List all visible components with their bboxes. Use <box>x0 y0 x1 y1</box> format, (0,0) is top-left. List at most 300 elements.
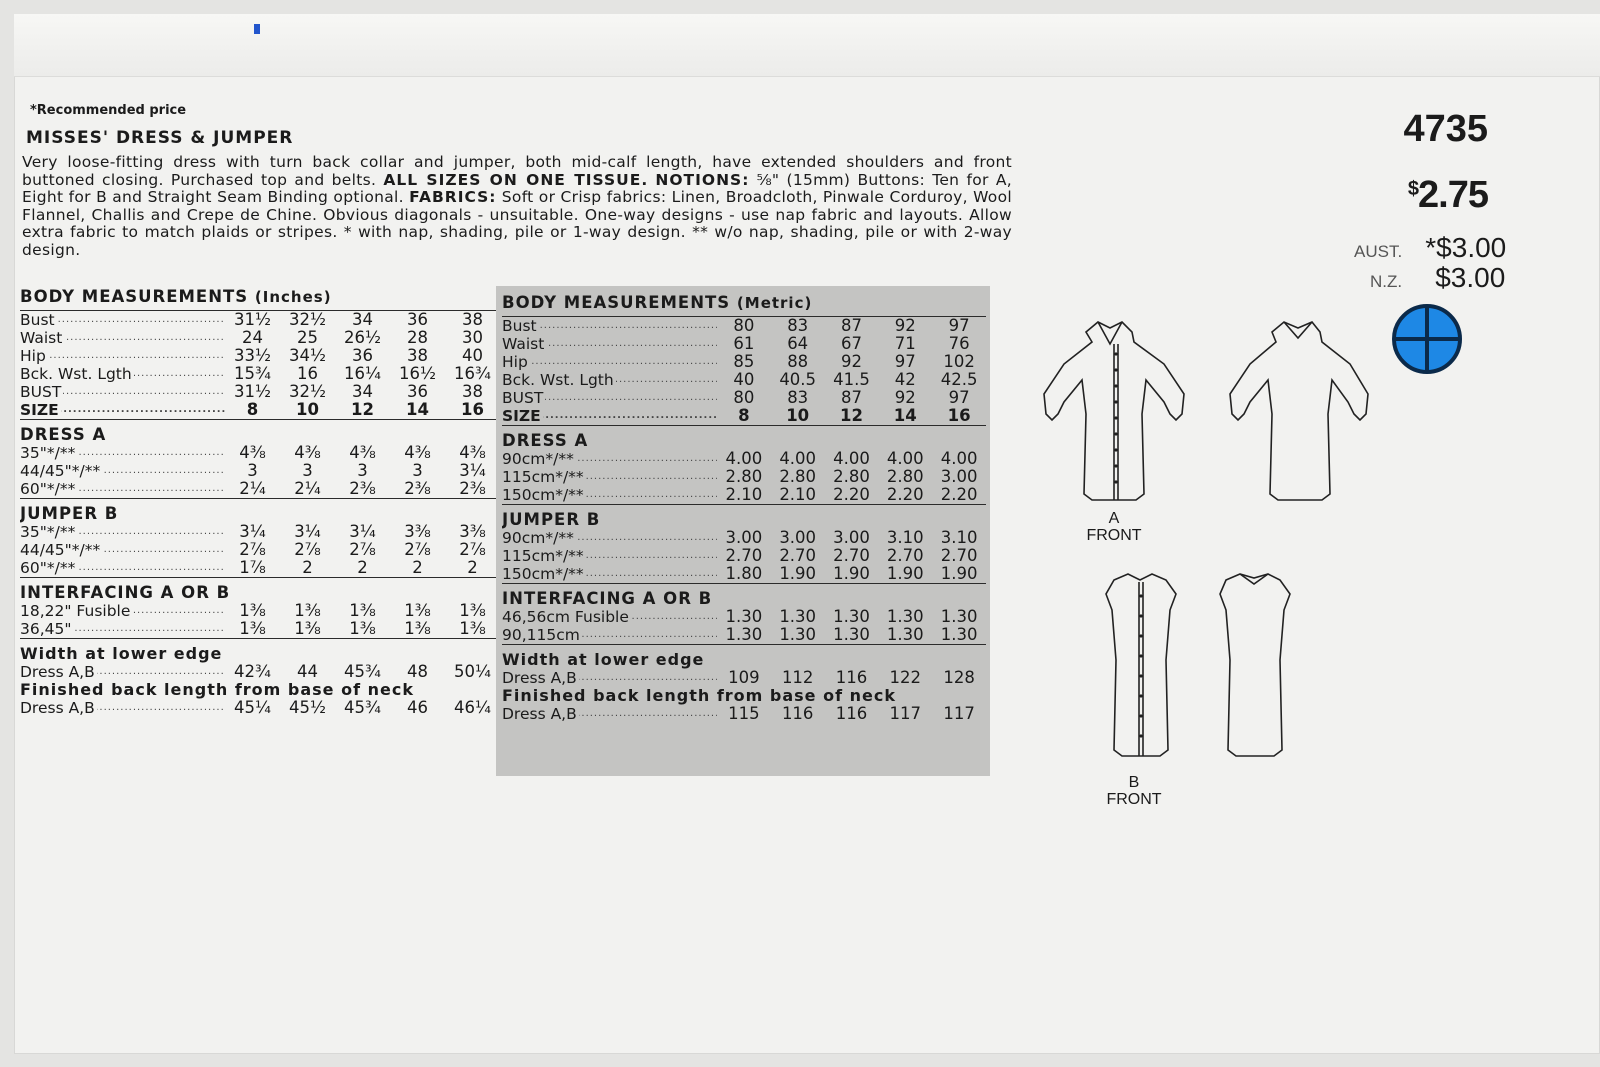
table-row <box>20 663 500 681</box>
button-dots <box>1139 594 1142 737</box>
table-cell-value: 87 <box>840 388 862 407</box>
table-row <box>20 347 500 365</box>
price-value: 2.75 <box>1418 174 1488 216</box>
table-row <box>20 523 500 541</box>
table-cell-value: 3.10 <box>886 528 924 547</box>
table-cell-value: 2⅜ <box>349 479 376 498</box>
table-cell-value: 2⅞ <box>459 540 486 559</box>
table-cell-value: 80 <box>717 317 771 336</box>
table-cell-value: 2.80 <box>886 467 924 486</box>
intl-price-label: N.Z. <box>1370 272 1403 291</box>
intl-price-value: $3.00 <box>1435 262 1506 293</box>
table-row <box>502 669 986 687</box>
table-cell-value: 97 <box>894 352 916 371</box>
table-cell-label <box>20 347 225 365</box>
table-row <box>502 529 986 547</box>
table-cell-value: 2.70 <box>940 546 978 565</box>
table-cell-value: 85 <box>733 352 755 371</box>
table-cell-value: 3 <box>247 461 258 480</box>
row-label: Waist <box>20 329 63 347</box>
table-cell-value: 116 <box>781 704 814 723</box>
table-row <box>502 450 986 468</box>
table-cell-value: 4.00 <box>940 449 978 468</box>
table-cell-label: Finished back length from base of neck <box>20 681 414 699</box>
table-cell-value: 112 <box>781 668 814 687</box>
table-cell-value: 8 <box>738 406 750 425</box>
table-cell-label <box>502 608 717 626</box>
pattern-title: MISSES' DRESS & JUMPER <box>26 128 294 148</box>
row-label: SIZE <box>502 407 541 425</box>
table-row <box>502 565 986 584</box>
table-cell-value: 122 <box>889 668 922 687</box>
table-cell-value: 1⅜ <box>404 619 431 638</box>
table-cell-value: 40.5 <box>779 370 817 389</box>
table-cell-value: 3 <box>412 461 423 480</box>
table-cell-value: 38 <box>445 311 500 330</box>
table-row <box>20 620 500 639</box>
table-cell-label: Width at lower edge <box>502 645 986 670</box>
table-cell-value: 3¼ <box>349 522 376 541</box>
table-cell-value: 40 <box>462 346 483 365</box>
table-cell-value: 1⅜ <box>404 601 431 620</box>
sketch-view: FRONT <box>1106 791 1162 808</box>
table-cell-value: 1⅜ <box>294 619 321 638</box>
row-label: 44/45"*/** <box>20 462 101 480</box>
table-cell-value: 2⅞ <box>349 540 376 559</box>
table-cell-value: 8 <box>246 400 259 419</box>
table-row <box>20 462 500 480</box>
table-row <box>502 547 986 565</box>
table-cell-value: 25 <box>297 328 318 347</box>
section-heading-width <box>20 639 500 664</box>
table-cell-label <box>20 444 225 462</box>
table-cell-value: 42 <box>894 370 916 389</box>
fabrics-text: Soft or Crisp fabrics: Linen, Broadcloth, Pinwale Corduroy, Wool Flannel, Challis and Crepe de Chine. Obvious diagonals - unsuitable. One-way designs - use nap fabric and layouts. Allow extra fabric to match plaids or stripes. * with nap, shading, pile or 1-way design. ** w/o nap, shading, pile or with 2-way design. <box>22 188 1012 259</box>
table-cell-value: 2.80 <box>725 467 763 486</box>
table-cell-label: INTERFACING A OR B <box>502 584 986 609</box>
table-cell-value: 16¼ <box>344 364 381 383</box>
table-cell-value: 34 <box>352 382 373 401</box>
table-row <box>502 705 986 723</box>
table-row <box>502 335 986 353</box>
imperial-body <box>20 311 500 718</box>
row-label: SIZE <box>20 401 59 419</box>
table-cell-value: 2.70 <box>779 546 817 565</box>
table-cell-value: 26½ <box>344 328 381 347</box>
table-cell-value: 3⅜ <box>404 522 431 541</box>
table-cell-value: 1.90 <box>779 564 817 583</box>
sketch-view: FRONT <box>1086 527 1142 544</box>
table-cell-label <box>20 620 225 639</box>
table-cell-value: 41.5 <box>833 370 870 389</box>
table-cell-value: 3¼ <box>239 522 266 541</box>
table-cell-value: 2 <box>357 558 368 577</box>
table-cell-value: 2¼ <box>239 479 266 498</box>
row-label: 35"*/** <box>20 523 76 541</box>
table-row <box>20 329 500 347</box>
table-cell-value: 1⅜ <box>349 619 376 638</box>
row-label: 18,22" Fusible <box>20 602 131 620</box>
sketch-label-b <box>1104 774 1164 808</box>
table-cell-value: 2.10 <box>725 485 763 504</box>
table-cell-value: 1⅜ <box>294 601 321 620</box>
table-cell-value: 36 <box>407 382 428 401</box>
table-cell-value: 80 <box>733 388 755 407</box>
table-cell-value: 1⅜ <box>349 601 376 620</box>
table-cell-label: Width at lower edge <box>20 639 500 664</box>
table-cell-value: 1⅜ <box>459 619 486 638</box>
price <box>1408 174 1488 217</box>
table-cell-value: 1⅞ <box>239 558 266 577</box>
table-cell-value: 2¼ <box>294 479 321 498</box>
table-cell-label <box>502 407 717 426</box>
intl-price-aust <box>1354 232 1506 264</box>
table-cell-value: 28 <box>407 328 428 347</box>
row-label: Hip <box>502 353 528 371</box>
table-cell-label <box>502 626 717 645</box>
recommended-price-note: *Recommended price <box>30 103 187 118</box>
section-heading-interfacing <box>20 578 500 603</box>
price-symbol: $ <box>1407 178 1419 200</box>
section-heading-back-length <box>20 681 500 699</box>
row-label: Dress A,B <box>502 705 577 723</box>
table-cell-value: 109 <box>728 668 760 687</box>
pattern-number: 4735 <box>1403 108 1488 150</box>
row-label: Bck. Wst. Lgth <box>20 365 132 383</box>
table-cell-value: 4⅜ <box>294 443 321 462</box>
table-cell-label <box>502 450 717 468</box>
notions-text: ⅝" (15mm) Buttons: Ten for A, Eight for B and Straight Seam Binding optional. <box>22 170 1012 206</box>
table-cell-value: 44 <box>297 662 318 681</box>
table-cell-label <box>20 663 225 681</box>
corner-mark <box>254 24 260 34</box>
table-cell-value: 2 <box>302 558 313 577</box>
table-cell-label <box>502 389 717 407</box>
table-row <box>502 389 986 407</box>
imperial-measurements-table <box>20 284 500 717</box>
table-cell-value: 64 <box>787 334 809 353</box>
table-cell-label <box>20 523 225 541</box>
table-cell-label <box>502 371 717 389</box>
table-cell-label <box>20 699 225 717</box>
section-heading-dress-a <box>20 420 500 445</box>
table-cell-label <box>502 486 717 505</box>
row-label: 115cm*/** <box>502 468 584 486</box>
table-cell-label <box>20 311 225 330</box>
dress-a-sketch <box>1014 314 1374 514</box>
row-label: 150cm*/** <box>502 565 584 583</box>
table-row <box>20 559 500 578</box>
table-cell-value: 2.20 <box>886 485 924 504</box>
table-cell-label <box>502 705 717 723</box>
table-row <box>502 317 986 336</box>
table-cell-value: 3.00 <box>833 528 870 547</box>
table-cell-label: Finished back length from base of neck <box>502 687 896 705</box>
table-cell-value: 3.00 <box>725 528 763 547</box>
table-cell-label <box>502 669 717 687</box>
globe-icon <box>1392 304 1462 374</box>
table-row <box>20 444 500 462</box>
table-cell-value: 24 <box>242 328 263 347</box>
table-cell-value: 87 <box>825 317 879 336</box>
table-cell-label: DRESS A <box>20 420 500 445</box>
intl-price-nz <box>1370 262 1505 294</box>
jumper-b-sketch <box>1094 570 1304 770</box>
table-cell-value: 92 <box>840 352 862 371</box>
table-cell-value: 88 <box>787 352 809 371</box>
row-label: 46,56cm Fusible <box>502 608 629 626</box>
table-cell-value: 3.00 <box>940 467 978 486</box>
table-cell-value: 4.00 <box>725 449 763 468</box>
table-cell-label <box>502 353 717 371</box>
row-label: 35"*/** <box>20 444 76 462</box>
table-cell-value: 46 <box>407 698 428 717</box>
table-row <box>20 311 500 330</box>
table-row <box>502 486 986 505</box>
sketch-label-a <box>1084 510 1144 544</box>
table-cell-value: 1.30 <box>725 625 763 644</box>
table-cell-value: 1.30 <box>940 625 978 644</box>
table-row <box>20 365 500 383</box>
heading-text: BODY MEASUREMENTS <box>20 287 249 306</box>
table-cell-value: 4⅜ <box>239 443 266 462</box>
table-cell-value: 40 <box>733 370 755 389</box>
table-cell-value: 1.30 <box>833 607 870 626</box>
table-cell-value: 30 <box>462 328 483 347</box>
metric-body <box>502 317 986 724</box>
table-cell-value: 42.5 <box>940 370 978 389</box>
table-cell-value: 102 <box>943 352 975 371</box>
table-cell-value: 16½ <box>399 364 436 383</box>
table-cell-value: 92 <box>894 388 916 407</box>
table-cell-value: 4.00 <box>886 449 924 468</box>
table-cell-label <box>502 547 717 565</box>
table-cell-value: 10 <box>786 406 810 425</box>
table-cell-value: 2.70 <box>886 546 924 565</box>
table-cell-value: 2.70 <box>833 546 870 565</box>
table-cell-value: 117 <box>889 704 922 723</box>
table-cell-value: 128 <box>943 668 975 687</box>
row-label: Bck. Wst. Lgth <box>502 371 614 389</box>
imperial-heading <box>20 284 500 311</box>
heading-text: BODY MEASUREMENTS <box>502 293 731 312</box>
table-cell-value: 38 <box>462 382 483 401</box>
table-cell-value: 45¼ <box>234 698 271 717</box>
size-row <box>502 407 986 426</box>
jumper-b-front-drawing <box>1106 574 1176 756</box>
table-row <box>502 626 986 645</box>
table-cell-value: 1.30 <box>833 625 870 644</box>
table-cell-value: 4⅜ <box>349 443 376 462</box>
metric-measurements-table <box>502 290 986 723</box>
table-cell-value: 116 <box>835 668 868 687</box>
table-cell-value: 1.30 <box>886 607 924 626</box>
table-cell-value: 45¾ <box>344 662 381 681</box>
table-cell-value: 31½ <box>234 382 271 401</box>
row-label: Dress A,B <box>502 669 577 687</box>
table-cell-value: 32½ <box>289 382 326 401</box>
jumper-b-back-drawing <box>1220 574 1290 756</box>
table-cell-value: 83 <box>787 388 809 407</box>
table-row <box>20 699 500 717</box>
table-cell-value: 4⅜ <box>404 443 431 462</box>
table-cell-value: 16¾ <box>454 364 491 383</box>
row-label: 60"*/** <box>20 559 76 577</box>
table-row <box>20 383 500 401</box>
table-cell-label <box>502 565 717 584</box>
metric-heading <box>502 290 986 317</box>
table-cell-label <box>20 383 225 401</box>
description-text: Very loose-fitting dress with turn back collar and jumper, both mid-calf length, have extended shoulders and front buttoned closing. Purchased top and belts. <box>22 153 1012 189</box>
row-label: 90cm*/** <box>502 450 574 468</box>
table-cell-value: 1.90 <box>940 564 978 583</box>
sketch-letter: A <box>1108 510 1120 527</box>
fabrics-label: FABRICS: <box>409 188 497 206</box>
section-heading-interfacing <box>502 584 986 609</box>
table-cell-value: 12 <box>351 400 374 419</box>
table-cell-label <box>20 602 225 620</box>
row-label: BUST <box>20 383 62 401</box>
pattern-description <box>22 154 1012 259</box>
table-cell-label: DRESS A <box>502 426 986 451</box>
envelope-flap <box>14 14 1600 77</box>
table-cell-value: 31½ <box>225 311 280 330</box>
table-cell-value: 2 <box>412 558 423 577</box>
row-label: 115cm*/** <box>502 547 584 565</box>
table-cell-value: 76 <box>948 334 970 353</box>
row-label: 44/45"*/** <box>20 541 101 559</box>
section-heading-back-length <box>502 687 986 705</box>
table-cell-value: 3 <box>357 461 368 480</box>
table-cell-value: 71 <box>894 334 916 353</box>
table-cell-value: 1.90 <box>833 564 870 583</box>
table-cell-value: 2.20 <box>833 485 870 504</box>
table-cell-value: 45¾ <box>344 698 381 717</box>
intl-price-value: *$3.00 <box>1425 232 1507 263</box>
pattern-envelope-back <box>14 14 1600 1054</box>
table-row <box>502 468 986 486</box>
table-cell-value: 2⅜ <box>459 479 486 498</box>
sketch-letter: B <box>1128 774 1140 791</box>
table-row <box>20 541 500 559</box>
table-cell-label <box>20 559 225 578</box>
table-cell-value: 50¼ <box>454 662 491 681</box>
table-cell-value: 4.00 <box>833 449 870 468</box>
table-cell-value: 15¾ <box>234 364 271 383</box>
table-cell-value: 3 <box>302 461 313 480</box>
table-cell-value: 14 <box>406 400 429 419</box>
table-cell-value: 38 <box>407 346 428 365</box>
table-cell-value: 67 <box>840 334 862 353</box>
table-cell-value: 3¼ <box>459 461 486 480</box>
table-cell-value: 1.30 <box>940 607 978 626</box>
table-cell-value: 116 <box>835 704 868 723</box>
row-label: Dress A,B <box>20 663 95 681</box>
table-cell-value: 4.00 <box>779 449 817 468</box>
table-cell-value: 45½ <box>289 698 326 717</box>
table-cell-label <box>20 365 225 383</box>
table-row <box>502 371 986 389</box>
table-cell-value: 97 <box>932 317 986 336</box>
table-cell-value: 48 <box>407 662 428 681</box>
row-label: Hip <box>20 347 46 365</box>
table-cell-value: 3⅜ <box>459 522 486 541</box>
table-cell-value: 1.30 <box>725 607 763 626</box>
table-row <box>502 608 986 626</box>
table-cell-label <box>502 529 717 547</box>
row-label: 90,115cm <box>502 626 580 644</box>
row-label: Bust <box>20 311 55 329</box>
table-cell-label: INTERFACING A OR B <box>20 578 500 603</box>
table-row <box>20 602 500 620</box>
table-cell-value: 2⅞ <box>404 540 431 559</box>
table-cell-value: 16 <box>461 400 484 419</box>
heading-unit: (Inches) <box>254 288 332 306</box>
section-heading-jumper-b <box>20 499 500 524</box>
table-cell-value: 2 <box>467 558 478 577</box>
row-label: Waist <box>502 335 545 353</box>
table-cell-value: 117 <box>943 704 975 723</box>
table-cell-value: 97 <box>948 388 970 407</box>
table-cell-label <box>20 462 225 480</box>
table-cell-value: 2.70 <box>725 546 763 565</box>
dress-a-back-drawing <box>1230 322 1368 500</box>
table-cell-value: 2.80 <box>779 467 817 486</box>
table-cell-value: 33½ <box>234 346 271 365</box>
table-cell-value: 1⅜ <box>459 601 486 620</box>
table-cell-value: 12 <box>840 406 863 425</box>
table-cell-value: 1.30 <box>886 625 924 644</box>
table-cell-value: 92 <box>878 317 932 336</box>
table-row <box>20 480 500 499</box>
section-heading-jumper-b <box>502 505 986 530</box>
table-cell-label <box>20 541 225 559</box>
table-cell-value: 16 <box>297 364 318 383</box>
table-cell-value: 42¾ <box>234 662 271 681</box>
table-cell-value: 3.10 <box>940 528 978 547</box>
table-cell-label <box>20 401 225 420</box>
table-cell-label <box>20 329 225 347</box>
table-cell-label: JUMPER B <box>20 499 500 524</box>
table-cell-value: 1⅜ <box>239 601 266 620</box>
table-cell-value: 32½ <box>280 311 335 330</box>
row-label: 36,45" <box>20 620 72 638</box>
table-cell-value: 2⅞ <box>294 540 321 559</box>
table-cell-value: 1.30 <box>779 607 817 626</box>
size-row <box>20 401 500 420</box>
table-cell-value: 3.00 <box>779 528 817 547</box>
table-cell-value: 46¼ <box>454 698 491 717</box>
table-cell-value: 1.30 <box>779 625 817 644</box>
table-cell-value: 2.20 <box>940 485 978 504</box>
table-row <box>502 353 986 371</box>
row-label: BUST <box>502 389 544 407</box>
row-label: Dress A,B <box>20 699 95 717</box>
heading-unit: (Metric) <box>736 294 813 312</box>
all-sizes-note: ALL SIZES ON ONE TISSUE. <box>383 170 649 189</box>
table-cell-label <box>20 480 225 499</box>
table-cell-label <box>502 335 717 353</box>
table-cell-value: 4⅜ <box>459 443 486 462</box>
table-cell-value: 34 <box>335 311 390 330</box>
section-heading-width <box>502 645 986 670</box>
row-label: 90cm*/** <box>502 529 574 547</box>
table-cell-value: 14 <box>893 406 917 425</box>
table-cell-value: 10 <box>296 400 319 419</box>
table-cell-value: 83 <box>771 317 825 336</box>
table-cell-value: 34½ <box>289 346 326 365</box>
intl-price-label: AUST. <box>1354 242 1403 261</box>
